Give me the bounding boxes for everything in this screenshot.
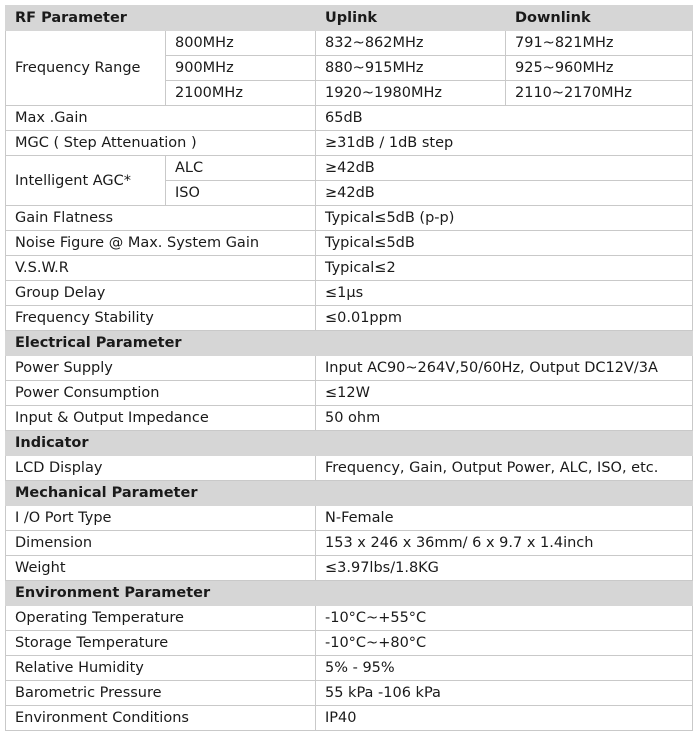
row-label: Noise Figure @ Max. System Gain <box>6 231 316 256</box>
row-label: I /O Port Type <box>6 506 316 531</box>
row-value: ≤0.01ppm <box>316 306 693 331</box>
row-label: Max .Gain <box>6 106 316 131</box>
band-label: 800MHz <box>166 31 316 56</box>
table-row <box>6 206 693 231</box>
table-row <box>6 256 693 281</box>
table-row <box>6 231 693 256</box>
section-header-electrical <box>6 331 693 356</box>
table-row <box>6 106 693 131</box>
downlink-value: 925~960MHz <box>506 56 693 81</box>
agc-sub-label: ISO <box>166 181 316 206</box>
row-label: Gain Flatness <box>6 206 316 231</box>
row-value: IP40 <box>316 706 693 731</box>
row-value: Frequency, Gain, Output Power, ALC, ISO, etc. <box>316 456 693 481</box>
row-value: Typical≤5dB (p-p) <box>316 206 693 231</box>
row-label: Dimension <box>6 531 316 556</box>
frequency-range-label: Frequency Range <box>6 31 166 106</box>
row-label: Power Consumption <box>6 381 316 406</box>
uplink-value: 1920~1980MHz <box>316 81 506 106</box>
row-value: Typical≤2 <box>316 256 693 281</box>
row-label: Power Supply <box>6 356 316 381</box>
table-row <box>6 31 693 56</box>
row-label: Operating Temperature <box>6 606 316 631</box>
row-value: ≤12W <box>316 381 693 406</box>
row-value: Typical≤5dB <box>316 231 693 256</box>
row-label: Barometric Pressure <box>6 681 316 706</box>
table-row <box>6 681 693 706</box>
downlink-value: 791~821MHz <box>506 31 693 56</box>
table-row <box>6 656 693 681</box>
row-label: MGC ( Step Attenuation ) <box>6 131 316 156</box>
row-value: -10°C~+80°C <box>316 631 693 656</box>
row-value: -10°C~+55°C <box>316 606 693 631</box>
row-value: N-Female <box>316 506 693 531</box>
table-row <box>6 456 693 481</box>
section-header-indicator <box>6 431 693 456</box>
table-row <box>6 406 693 431</box>
table-row <box>6 381 693 406</box>
row-label: Group Delay <box>6 281 316 306</box>
downlink-value: 2110~2170MHz <box>506 81 693 106</box>
rf-header: RF Parameter <box>6 6 316 31</box>
section-header-label: Mechanical Parameter <box>6 481 693 506</box>
section-header-label: Indicator <box>6 431 693 456</box>
agc-sub-label: ALC <box>166 156 316 181</box>
row-value: 5% - 95% <box>316 656 693 681</box>
band-label: 2100MHz <box>166 81 316 106</box>
uplink-header: Uplink <box>316 6 506 31</box>
table-row <box>6 556 693 581</box>
table-row <box>6 631 693 656</box>
table-row <box>6 306 693 331</box>
downlink-header: Downlink <box>506 6 693 31</box>
band-label: 900MHz <box>166 56 316 81</box>
row-value: ≤3.97lbs/1.8KG <box>316 556 693 581</box>
row-label: LCD Display <box>6 456 316 481</box>
row-value: 55 kPa -106 kPa <box>316 681 693 706</box>
uplink-value: 832~862MHz <box>316 31 506 56</box>
row-value: ≤1μs <box>316 281 693 306</box>
row-label: Input & Output Impedance <box>6 406 316 431</box>
table-row <box>6 531 693 556</box>
row-value: Input AC90~264V,50/60Hz, Output DC12V/3A <box>316 356 693 381</box>
table-row <box>6 281 693 306</box>
section-header-label: Electrical Parameter <box>6 331 693 356</box>
section-header-rf <box>6 6 693 31</box>
uplink-value: 880~915MHz <box>316 56 506 81</box>
row-value: 153 x 246 x 36mm/ 6 x 9.7 x 1.4inch <box>316 531 693 556</box>
table-row <box>6 506 693 531</box>
row-label: V.S.W.R <box>6 256 316 281</box>
table-row <box>6 131 693 156</box>
spec-table <box>5 5 693 731</box>
row-label: Relative Humidity <box>6 656 316 681</box>
row-label: Weight <box>6 556 316 581</box>
row-value: ≥42dB <box>316 156 693 181</box>
row-value: ≥42dB <box>316 181 693 206</box>
table-row <box>6 706 693 731</box>
section-header-label: Environment Parameter <box>6 581 693 606</box>
section-header-environment <box>6 581 693 606</box>
row-label: Frequency Stability <box>6 306 316 331</box>
section-header-mechanical <box>6 481 693 506</box>
table-row <box>6 606 693 631</box>
table-row <box>6 156 693 181</box>
row-value: ≥31dB / 1dB step <box>316 131 693 156</box>
row-value: 65dB <box>316 106 693 131</box>
table-row <box>6 356 693 381</box>
row-value: 50 ohm <box>316 406 693 431</box>
row-label: Storage Temperature <box>6 631 316 656</box>
agc-label: Intelligent AGC* <box>6 156 166 206</box>
row-label: Environment Conditions <box>6 706 316 731</box>
